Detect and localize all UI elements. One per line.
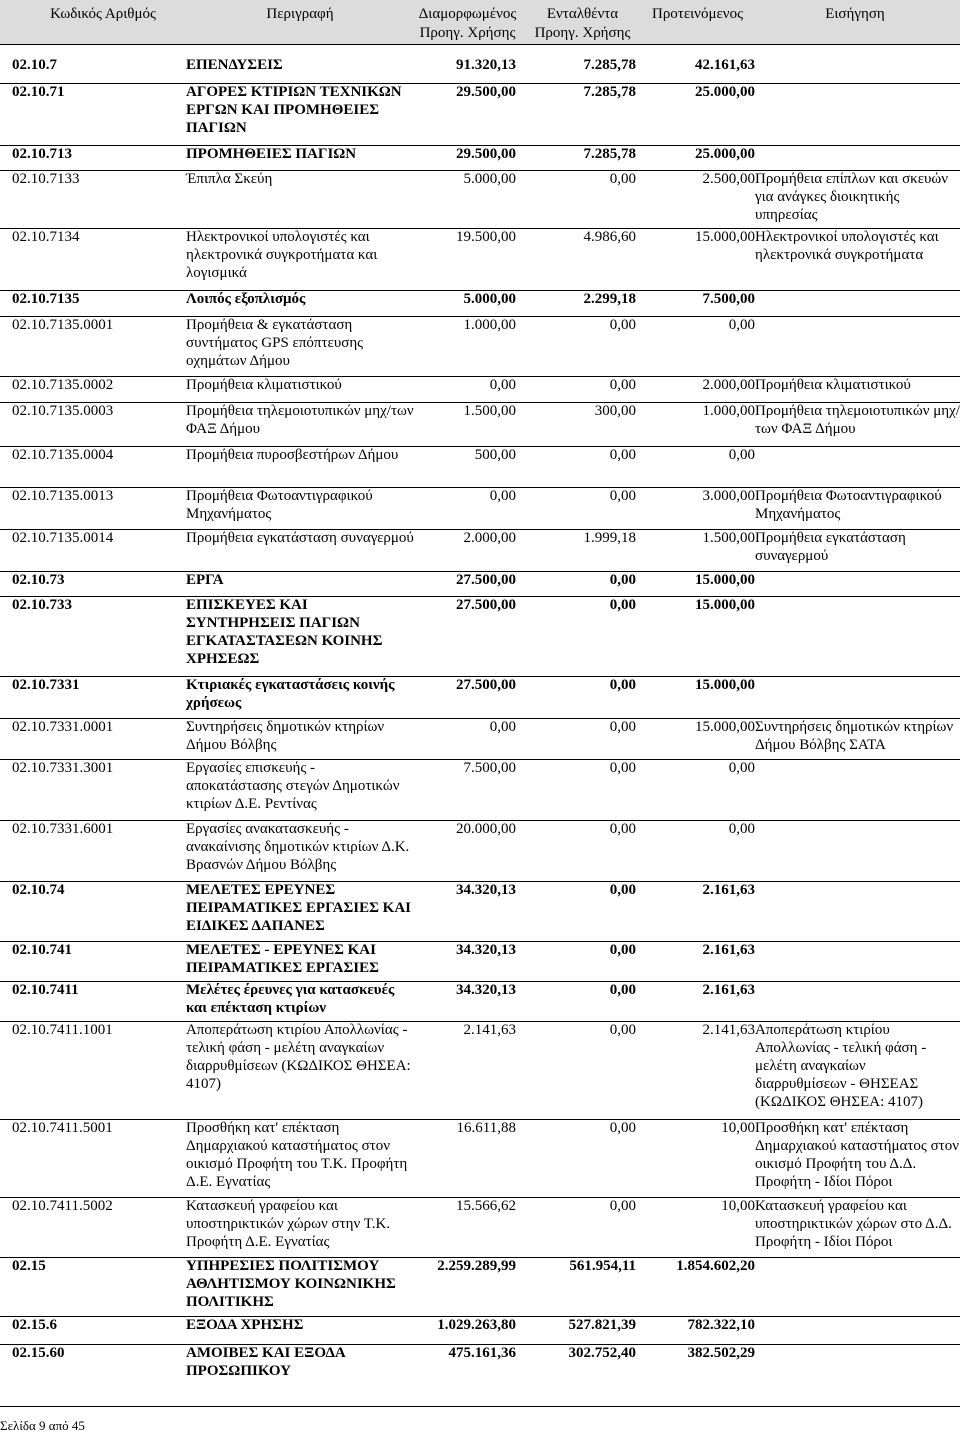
- table-row: [0, 487, 960, 530]
- row-code: 02.10.71: [12, 84, 65, 100]
- row-committed: 0,00: [609, 377, 636, 393]
- table-row: [0, 596, 960, 677]
- header-code: Κωδικός Αριθμός: [50, 6, 156, 22]
- table-row: [0, 941, 960, 982]
- row-committed: 0,00: [609, 1120, 636, 1136]
- row-formed: 15.566,62: [456, 1198, 516, 1214]
- row-recommendation: Προμήθεια κλιματιστικού: [755, 377, 911, 393]
- row-description: Κατασκευή γραφείου και υποστηρικτικών χώρων στην Τ.Κ. Προφήτη Δ.Ε. Εγνατίας: [186, 1198, 391, 1250]
- row-proposed: 2.161,63: [702, 982, 755, 998]
- row-description: ΕΞΟΔΑ ΧΡΗΣΗΣ: [186, 1317, 304, 1333]
- row-formed: 34.320,13: [456, 942, 516, 958]
- row-description: Αποπεράτωση κτιρίου Απολλωνίας - τελική φάση - μελέτη αναγκαίων διαρρυθμίσεων (ΚΩΔΙΚΟΣ ΘΗΣΕΑ: 4107): [186, 1022, 411, 1092]
- row-proposed: 2.500,00: [702, 171, 755, 187]
- row-code: 02.10.7135.0003: [12, 403, 114, 419]
- row-description: Μελέτες έρευνες για κατασκευές και επέκταση κτιρίων: [186, 982, 395, 1016]
- table-row: [0, 376, 960, 403]
- row-proposed: 15.000,00: [695, 677, 755, 693]
- table-row: [0, 1021, 960, 1120]
- row-proposed: 2.141,63: [702, 1022, 755, 1038]
- table-row: [0, 1119, 960, 1198]
- row-code: 02.10.733: [12, 597, 72, 613]
- row-description: Έπιπλα Σκεύη: [186, 171, 273, 187]
- row-formed: 34.320,13: [456, 982, 516, 998]
- row-description: ΥΠΗΡΕΣΙΕΣ ΠΟΛΙΤΙΣΜΟΥ ΑΘΛΗΤΙΣΜΟΥ ΚΟΙΝΩΝΙΚΗΣ ΠΟΛΙΤΙΚΗΣ: [186, 1258, 396, 1310]
- row-code: 02.10.7411: [12, 982, 79, 998]
- row-committed: 0,00: [609, 447, 636, 463]
- table-row: [0, 881, 960, 942]
- row-formed: 0,00: [489, 377, 516, 393]
- row-committed: 0,00: [609, 760, 636, 776]
- row-proposed: 1.854.602,20: [676, 1258, 755, 1274]
- row-description: Εργασίες επισκευής - αποκατάστασης στεγών Δημοτικών κτιρίων Δ.Ε. Ρεντίνας: [186, 760, 400, 812]
- row-proposed: 15.000,00: [695, 572, 755, 588]
- row-proposed: 382.502,29: [687, 1345, 755, 1361]
- row-code: 02.10.7411.5002: [12, 1198, 113, 1214]
- row-formed: 1.000,00: [463, 317, 516, 333]
- header-committed: [525, 5, 640, 43]
- row-description: Προμήθεια τηλεμοιοτυπικών μηχ/των ΦΑΞ Δήμου: [186, 403, 414, 437]
- header-formed: [410, 5, 525, 43]
- row-description: Λοιπός εξοπλισμός: [186, 291, 306, 307]
- row-committed: 0,00: [609, 171, 636, 187]
- table-row: [0, 83, 960, 146]
- row-code: 02.15.60: [12, 1345, 65, 1361]
- table-row: [0, 1257, 960, 1317]
- row-proposed: 15.000,00: [695, 597, 755, 613]
- row-formed: 7.500,00: [463, 760, 516, 776]
- row-code: 02.10.7135.0013: [12, 488, 114, 504]
- row-description: Προμήθεια πυροσβεστήρων Δήμου: [186, 447, 399, 463]
- row-proposed: 782.322,10: [687, 1317, 755, 1333]
- row-proposed: 0,00: [728, 317, 755, 333]
- row-description: ΜΕΛΕΤΕΣ - ΕΡΕΥΝΕΣ ΚΑΙ ΠΕΙΡΑΜΑΤΙΚΕΣ ΕΡΓΑΣΙΕΣ: [186, 942, 379, 976]
- row-description: Ηλεκτρονικοί υπολογιστές και ηλεκτρονικά συγκροτήματα και λογισμικά: [186, 229, 378, 281]
- row-description: ΕΡΓΑ: [186, 572, 224, 588]
- row-description: Προμήθεια Φωτοαντιγραφικού Μηχανήματος: [186, 488, 373, 522]
- row-committed: 7.285,78: [583, 146, 636, 162]
- row-proposed: 10,00: [721, 1120, 755, 1136]
- table-row: [0, 820, 960, 882]
- header-formed-line2: Προηγ. Χρήσης: [419, 25, 516, 41]
- row-code: 02.10.7331: [12, 677, 80, 693]
- row-description: ΠΡΟΜΗΘΕΙΕΣ ΠΑΓΙΩΝ: [186, 146, 357, 162]
- row-formed: 27.500,00: [456, 597, 516, 613]
- row-committed: 0,00: [609, 942, 636, 958]
- row-proposed: 25.000,00: [695, 84, 755, 100]
- row-committed: 302.752,40: [568, 1345, 636, 1361]
- row-code: 02.10.7135: [12, 291, 80, 307]
- row-committed: 0,00: [609, 719, 636, 735]
- table-row: [0, 316, 960, 377]
- row-recommendation: Ηλεκτρονικοί υπολογιστές και ηλεκτρονικά συγκροτήματα: [755, 229, 939, 263]
- row-committed: 0,00: [609, 572, 636, 588]
- row-recommendation: Κατασκευή γραφείου και υποστηρικτικών χώρων στο Δ.Δ. Προφήτη - Ιδίοι Πόροι: [755, 1198, 952, 1250]
- row-code: 02.10.7133: [12, 171, 80, 187]
- row-committed: 0,00: [609, 1022, 636, 1038]
- row-code: 02.10.7135.0002: [12, 377, 114, 393]
- row-formed: 5.000,00: [463, 291, 516, 307]
- header-committed-line2: Προηγ. Χρήσης: [534, 25, 631, 41]
- row-code: 02.10.7: [12, 57, 57, 73]
- table-row: [0, 1197, 960, 1258]
- row-committed: 7.285,78: [583, 57, 636, 73]
- row-proposed: 1.000,00: [702, 403, 755, 419]
- row-proposed: 1.500,00: [702, 530, 755, 546]
- row-recommendation: Προσθήκη κατ' επέκταση Δημαρχιακού καταστήματος στον οικισμό Προφήτη του Δ.Δ. Προφήτη - Ιδίοι Πόροι: [755, 1120, 959, 1190]
- row-committed: 0,00: [609, 982, 636, 998]
- row-committed: 0,00: [609, 882, 636, 898]
- row-code: 02.10.73: [12, 572, 65, 588]
- row-code: 02.15: [12, 1258, 46, 1274]
- row-recommendation: Προμήθεια Φωτοαντιγραφικού Μηχανήματος: [755, 488, 942, 522]
- header-proposed: Προτεινόμενος: [651, 6, 744, 22]
- row-code: 02.15.6: [12, 1317, 57, 1333]
- row-code: 02.10.7331.6001: [12, 821, 114, 837]
- row-code: 02.10.74: [12, 882, 65, 898]
- row-formed: 475.161,36: [448, 1345, 516, 1361]
- table-row: [0, 446, 960, 488]
- row-proposed: 2.161,63: [702, 882, 755, 898]
- row-formed: 19.500,00: [456, 229, 516, 245]
- row-code: 02.10.7134: [12, 229, 80, 245]
- row-recommendation: Προμήθεια επίπλων και σκευών για ανάγκες διοικητικής υπηρεσίας: [755, 171, 949, 223]
- row-formed: 500,00: [474, 447, 516, 463]
- row-code: 02.10.7135.0004: [12, 447, 114, 463]
- row-proposed: 0,00: [728, 447, 755, 463]
- row-proposed: 15.000,00: [695, 229, 755, 245]
- row-proposed: 25.000,00: [695, 146, 755, 162]
- row-formed: 2.259.289,99: [437, 1258, 516, 1274]
- table-row: [0, 170, 960, 229]
- row-code: 02.10.7411.5001: [12, 1120, 113, 1136]
- row-formed: 27.500,00: [456, 677, 516, 693]
- row-committed: 0,00: [609, 677, 636, 693]
- row-description: Προμήθεια & εγκατάσταση συντήματος GPS επόπτευσης οχημάτων Δήμου: [186, 317, 364, 369]
- table-row: [0, 759, 960, 821]
- table-row: [0, 529, 960, 572]
- table-row: [0, 145, 960, 171]
- row-recommendation: Αποπεράτωση κτιρίου Απολλωνίας - τελική φάση - μελέτη αναγκαίων διαρρυθμίσεων - ΘΗΣΕΑΣ (ΚΩΔΙΚΟΣ ΘΗΣΕΑ: 4107): [755, 1022, 927, 1110]
- row-description: ΕΠΙΣΚΕΥΕΣ ΚΑΙ ΣΥΝΤΗΡΗΣΕΙΣ ΠΑΓΙΩΝ ΕΓΚΑΤΑΣΤΑΣΕΩΝ ΚΟΙΝΗΣ ΧΡΗΣΕΩΣ: [186, 597, 383, 667]
- row-formed: 0,00: [489, 719, 516, 735]
- row-description: ΑΜΟΙΒΕΣ ΚΑΙ ΕΞΟΔΑ ΠΡΟΣΩΠΙΚΟΥ: [186, 1345, 345, 1379]
- row-code: 02.10.7331.3001: [12, 760, 114, 776]
- row-description: ΕΠΕΝΔΥΣΕΙΣ: [186, 57, 283, 73]
- row-recommendation: Συντηρήσεις δημοτικών κτηρίων Δήμου Βόλβης ΣΑΤΑ: [755, 719, 954, 753]
- row-committed: 527.821,39: [568, 1317, 636, 1333]
- row-code: 02.10.713: [12, 146, 72, 162]
- row-formed: 0,00: [489, 488, 516, 504]
- row-formed: 2.000,00: [463, 530, 516, 546]
- header-committed-line1: Ενταλθέντα: [546, 6, 619, 22]
- row-proposed: 0,00: [728, 821, 755, 837]
- row-formed: 16.611,88: [456, 1120, 516, 1136]
- row-proposed: 2.161,63: [702, 942, 755, 958]
- row-proposed: 42.161,63: [695, 57, 755, 73]
- row-recommendation: Προμήθεια εγκατάσταση συναγερμού: [755, 530, 906, 564]
- row-committed: 0,00: [609, 317, 636, 333]
- table-row: [0, 1344, 960, 1407]
- row-code: 02.10.7135.0014: [12, 530, 114, 546]
- header-formed-line1: Διαμορφωμένος: [418, 6, 517, 22]
- row-proposed: 15.000,00: [695, 719, 755, 735]
- row-code: 02.10.7331.0001: [12, 719, 114, 735]
- row-formed: 29.500,00: [456, 146, 516, 162]
- table-row: [0, 981, 960, 1022]
- row-description: Κτιριακές εγκαταστάσεις κοινής χρήσεως: [186, 677, 395, 711]
- row-formed: 34.320,13: [456, 882, 516, 898]
- row-description: ΑΓΟΡΕΣ ΚΤΙΡΙΩΝ ΤΕΧΝΙΚΩΝ ΕΡΓΩΝ ΚΑΙ ΠΡΟΜΗΘΕΙΕΣ ΠΑΓΙΩΝ: [186, 84, 402, 136]
- row-committed: 0,00: [609, 488, 636, 504]
- row-committed: 2.299,18: [583, 291, 636, 307]
- row-description: ΜΕΛΕΤΕΣ ΕΡΕΥΝΕΣ ΠΕΙΡΑΜΑΤΙΚΕΣ ΕΡΓΑΣΙΕΣ ΚΑΙ ΕΙΔΙΚΕΣ ΔΑΠΑΝΕΣ: [186, 882, 412, 934]
- row-description: Συντηρήσεις δημοτικών κτηρίων Δήμου Βόλβης: [186, 719, 385, 753]
- table-row: [0, 718, 960, 760]
- row-proposed: 3.000,00: [702, 488, 755, 504]
- row-code: 02.10.741: [12, 942, 72, 958]
- row-committed: 0,00: [609, 821, 636, 837]
- row-description: Εργασίες ανακατασκευής - ανακαίνισης δημοτικών κτιρίων Δ.Κ. Βρασνών Δήμου Βόλβης: [186, 821, 410, 873]
- row-committed: 4.986,60: [583, 229, 636, 245]
- row-description: Προσθήκη κατ' επέκταση Δημαρχιακού καταστήματος στον οικισμό Προφήτη του Τ.Κ. Προφήτη Δ.Ε. Εγνατίας: [186, 1120, 408, 1190]
- table-row: [0, 290, 960, 317]
- row-formed: 1.500,00: [463, 403, 516, 419]
- row-formed: 1.029.263,80: [437, 1317, 516, 1333]
- row-committed: 0,00: [609, 1198, 636, 1214]
- table-header: [0, 0, 960, 45]
- row-code: 02.10.7411.1001: [12, 1022, 113, 1038]
- header-recommendation: Εισήγηση: [825, 6, 885, 22]
- row-formed: 5.000,00: [463, 171, 516, 187]
- row-code: 02.10.7135.0001: [12, 317, 114, 333]
- row-committed: 0,00: [609, 597, 636, 613]
- table-row: [0, 1316, 960, 1345]
- row-proposed: 0,00: [728, 760, 755, 776]
- row-formed: 27.500,00: [456, 572, 516, 588]
- row-formed: 29.500,00: [456, 84, 516, 100]
- row-formed: 2.141,63: [463, 1022, 516, 1038]
- row-proposed: 2.000,00: [702, 377, 755, 393]
- row-proposed: 7.500,00: [702, 291, 755, 307]
- row-description: Προμήθεια κλιματιστικού: [186, 377, 342, 393]
- table-row: [0, 571, 960, 597]
- table-row: [0, 228, 960, 291]
- page-number: Σελίδα 9 από 45: [0, 1418, 85, 1433]
- row-description: Προμήθεια εγκατάσταση συναγερμού: [186, 530, 414, 546]
- header-description: Περιγραφή: [266, 6, 334, 22]
- row-committed: 300,00: [594, 403, 636, 419]
- table-row: [0, 402, 960, 447]
- row-proposed: 10,00: [721, 1198, 755, 1214]
- row-formed: 20.000,00: [456, 821, 516, 837]
- row-committed: 561.954,11: [569, 1258, 636, 1274]
- table-row: [0, 56, 960, 84]
- table-row: [0, 676, 960, 719]
- row-committed: 7.285,78: [583, 84, 636, 100]
- row-recommendation: Προμήθεια τηλεμοιοτυπικών μηχ/των ΦΑΞ Δήμου: [755, 403, 960, 437]
- row-formed: 91.320,13: [456, 57, 516, 73]
- row-committed: 1.999,18: [583, 530, 636, 546]
